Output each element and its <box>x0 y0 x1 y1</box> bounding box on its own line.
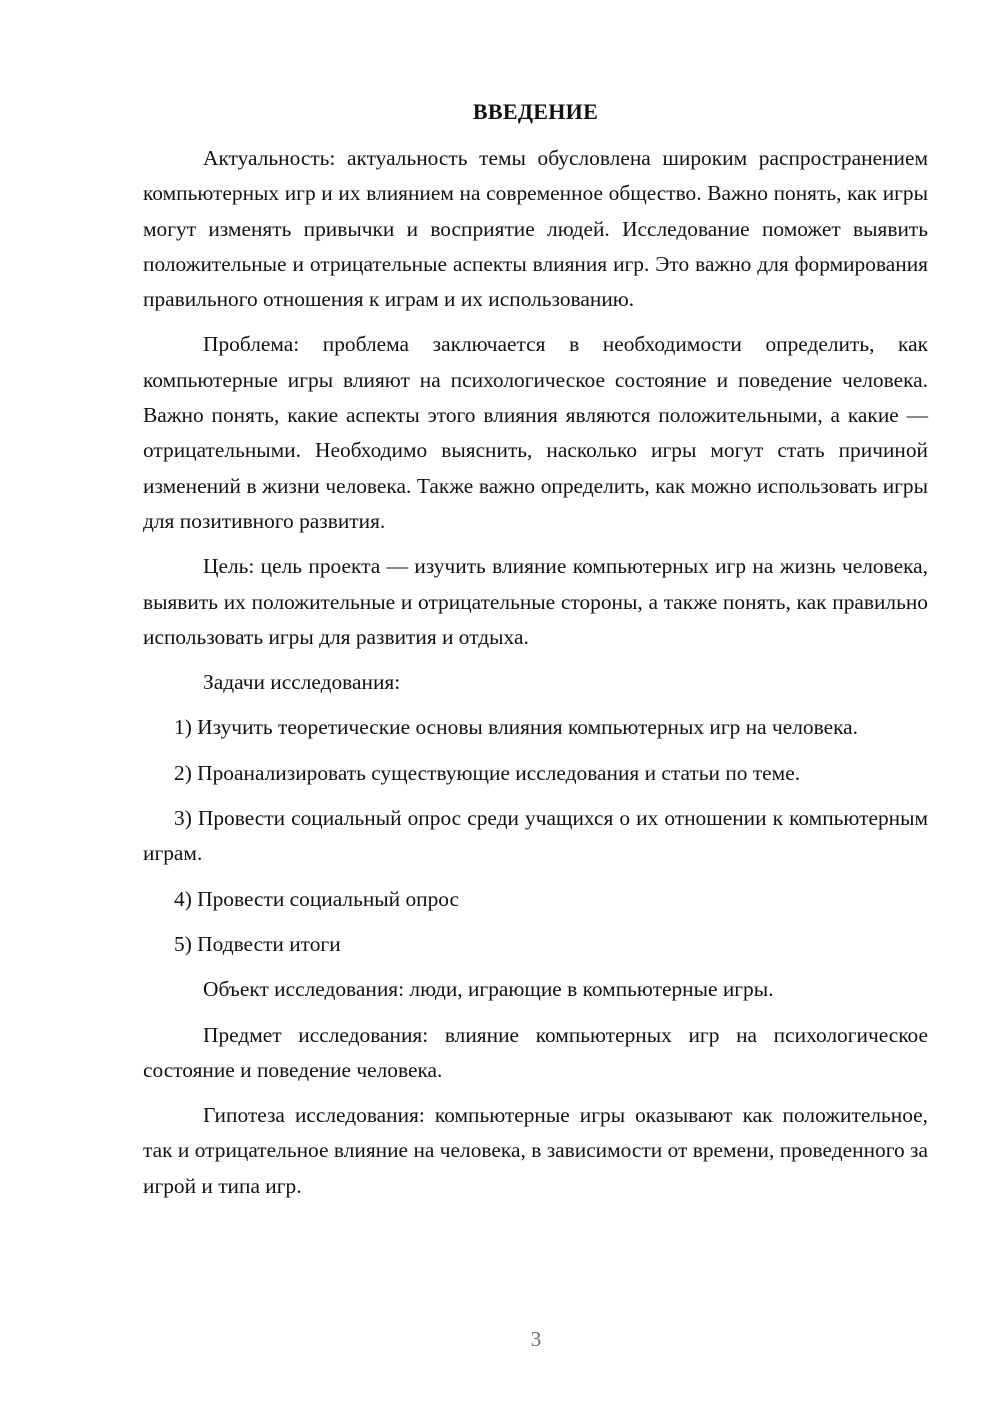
task-item-5: 5) Подвести итоги <box>174 931 341 956</box>
paragraph-hypothesis: Гипотеза исследования: компьютерные игры оказывают как положительное, так и отрицательное влияние на человека, в зависимости от времени, проведенного за игрой и типа игр. <box>143 1103 928 1198</box>
paragraph-tasks-title: Задачи исследования: <box>203 670 401 695</box>
paragraph-subject: Предмет исследования: влияние компьютерных игр на психологическое состояние и поведение человека. <box>143 1022 928 1082</box>
section-heading: ВВЕДЕНИЕ <box>472 99 599 124</box>
task-item-2: 2) Проанализировать существующие исследования и статьи по теме. <box>174 760 801 785</box>
paragraph-goal: Цель: цель проекта — изучить влияние компьютерных игр на жизнь человека, выявить их положительные и отрицательные стороны, а также понять, как правильно использовать игры для развития и отдыха. <box>143 554 928 649</box>
paragraph-problem: Проблема: проблема заключается в необходимости определить, как компьютерные игры влияют на психологическое состояние и поведение человека. Важно понять, какие аспекты этого влияния являются положительными, а какие — отрицательными. Необходимо выяснить, насколько игры могут стать причиной изменений в жизни человека. Также важно определить, как можно использовать игры для позитивного развития. <box>143 332 928 533</box>
document-page <box>143 94 928 1214</box>
task-item-4: 4) Провести социальный опрос <box>174 886 460 911</box>
task-item-1: 1) Изучить теоретические основы влияния компьютерных игр на человека. <box>174 715 858 740</box>
page-number: 3 <box>530 1327 542 1351</box>
paragraph-relevance: Актуальность: актуальность темы обусловлена широким распространением компьютерных игр и их влиянием на современное общество. Важно понять, как игры могут изменять привычки и восприятие людей. Исследование поможет выявить положительные и отрицательные аспекты влияния игр. Это важно для формирования правильного отношения к играм и их использованию. <box>143 146 928 312</box>
paragraph-object: Объект исследования: люди, играющие в компьютерные игры. <box>203 977 774 1002</box>
task-item-3: 3) Провести социальный опрос среди учащихся о их отношении к компьютерным играм. <box>143 806 928 866</box>
